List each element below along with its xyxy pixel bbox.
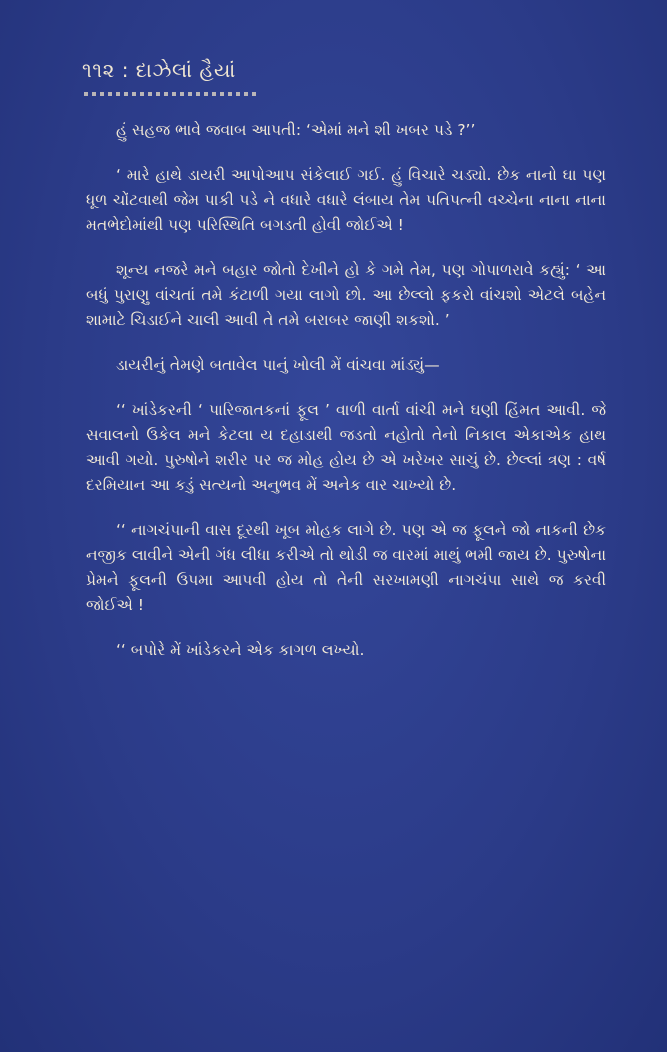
paragraph: ‘‘ ખાંડેકરની ‘ પારિજાતકનાં ફૂલ ’ વાળી વાર્તા વાંચી મને ઘણી હિંમત આવી. જે સવાલનો ઉકેલ મને કેટલા ય દહાડાથી જડતો નહોતો તેનો નિકાલ એકાએક હાથ આવી ગયો. પુરુષોને શરીર પર જ મોહ હોય છે એ ખરેખર સાચું છે. છેલ્લાં ત્રણ : વર્ષ દરમિયાન આ કડું સત્યનો અનુભવ મેં અનેક વાર ચાખ્યો છે. <box>86 401 606 494</box>
paragraph: ‘ મારે હાથે ડાયરી આપોઆપ સંકેલાઈ ગઈ. હું વિચારે ચડ્યો. છેક નાનો ઘા પણ ધૂળ ચોંટવાથી જેમ પાકી પડે ને વધારે વધારે લંબાય તેમ પતિપત્ની વચ્ચેના નાના નાના મતભેદોમાંથી પણ પરિસ્થિતિ બગડતી હોવી જોઈએ ! <box>86 166 606 234</box>
paragraph: શૂન્ય નજરે મને બહાર જોતો દેખીને હો કે ગમે તેમ, પણ ગોપાળરાવે કહ્યું: ‘ આ બધું પુરાણુ વાંચતાં તમે કંટાળી ગયા લાગો છો. આ છેલ્લો ફકરો વાંચશો એટલે બહેન શામાટે ચિડાઈને ચાલી આવી તે તમે બરાબર જાણી શકશો. ’ <box>86 261 606 329</box>
paragraph: ડાયરીનું તેમણે બતાવેલ પાનું ખોલી મેં વાંચવા માંડ્યું— <box>116 356 440 374</box>
paragraph: ‘‘ બપોરે મેં ખાંડેકરને એક કાગળ લખ્યો. <box>116 641 365 659</box>
header-wavy-rule <box>84 92 260 96</box>
paragraph: ‘‘ નાગચંપાની વાસ દૂરથી ખૂબ મોહક લાગે છે. પણ એ જ ફૂલને જો નાકની છેક નજીક લાવીને એની ગંધ લીધા કરીએ તો થોડી જ વારમાં માથું ભમી જાય છે. પુરુષોના પ્રેમને ફૂલની ઉપમા આપવી હોય તો તેની સરખામણી નાગચંપા સાથે જ કરવી જોઈએ ! <box>86 521 606 614</box>
running-head: ૧૧૨ : દાઝેલાં હૈયાં <box>82 58 236 82</box>
paragraph: હું સહજ ભાવે જવાબ આપતી: ‘એમાં મને શી ખબર પડે ?’’ <box>116 121 476 139</box>
body-text <box>86 118 606 683</box>
